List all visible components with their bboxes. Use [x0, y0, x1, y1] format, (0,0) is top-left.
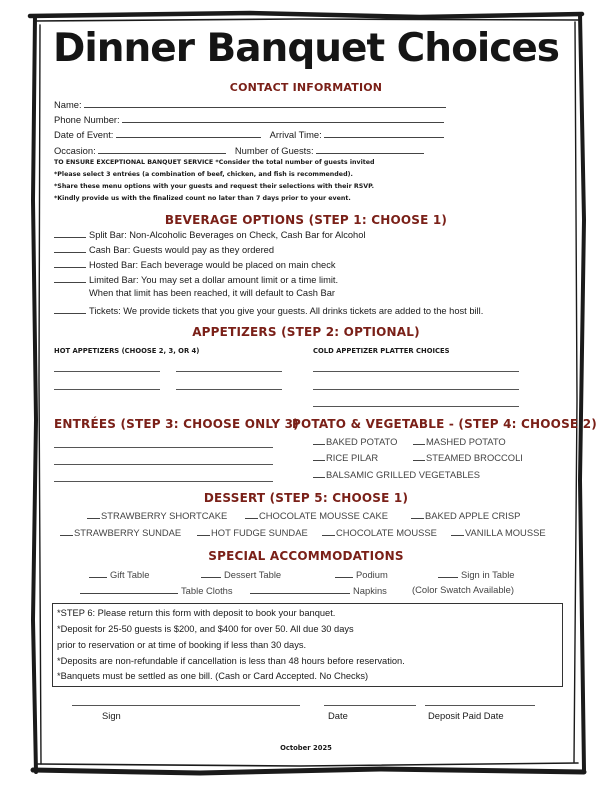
special-check[interactable]	[80, 584, 178, 594]
step6-line: *Deposit for 25-50 guests is $200, and $400 for over 50. All due 30 days	[57, 624, 354, 634]
color-swatch-note: (Color Swatch Available)	[412, 584, 514, 595]
footer-date: October 2025	[280, 744, 332, 752]
hot-appetizer-line[interactable]	[54, 389, 160, 390]
entree-line[interactable]	[54, 481, 273, 482]
guests-label: Number of Guests:	[234, 145, 314, 156]
potato-check[interactable]	[313, 435, 325, 445]
dessert-item: HOT FUDGE SUNDAE	[197, 526, 308, 538]
potato-item: BAKED POTATO	[313, 435, 397, 447]
deposit-line[interactable]	[425, 705, 535, 706]
beverage-check[interactable]	[54, 304, 86, 314]
beverage-option: Tickets: We provide tickets that you give your guests. All drinks tickets are added to the host bill.	[54, 304, 483, 316]
appetizers-heading: APPETIZERS (STEP 2: OPTIONAL)	[192, 325, 420, 339]
potato-check[interactable]	[413, 435, 425, 445]
cold-appetizer-line[interactable]	[313, 406, 519, 407]
dessert-heading: DESSERT (STEP 5: CHOOSE 1)	[203, 491, 409, 505]
beverage-check[interactable]	[54, 273, 86, 283]
step6-box	[52, 603, 563, 687]
arrival-label: Arrival Time:	[269, 129, 322, 140]
entree-line[interactable]	[54, 447, 273, 448]
special-item: Dessert Table	[201, 568, 281, 580]
step6-line: prior to reservation or at time of booking if less than 30 days.	[57, 640, 307, 650]
dessert-check[interactable]	[197, 526, 210, 536]
potato-item: BALSAMIC GRILLED VEGETABLES	[313, 468, 480, 480]
date-label: Date of Event:	[54, 129, 114, 140]
potato-item: MASHED POTATO	[413, 435, 506, 447]
beverage-option: Split Bar: Non-Alcoholic Beverages on Check, Cash Bar for Alcohol	[54, 228, 365, 240]
note-4: *Kindly provide us with the finalized count no later than 7 days prior to your event.	[54, 195, 351, 202]
special-item: Podium	[335, 568, 388, 580]
cold-appetizer-line[interactable]	[313, 389, 519, 390]
dessert-check[interactable]	[411, 509, 424, 519]
entrees-heading: ENTRÉES (STEP 3: CHOOSE ONLY 3)	[54, 417, 299, 431]
potato-check[interactable]	[413, 451, 425, 461]
special-check[interactable]	[438, 568, 458, 578]
beverage-check[interactable]	[54, 258, 86, 268]
step6-line: *STEP 6: Please return this form with deposit to book your banquet.	[57, 608, 336, 618]
dessert-check[interactable]	[245, 509, 258, 519]
beverage-heading: BEVERAGE OPTIONS (STEP 1: CHOOSE 1)	[164, 213, 448, 227]
dessert-check[interactable]	[322, 526, 335, 536]
dessert-item: BAKED APPLE CRISP	[411, 509, 520, 521]
phone-row	[54, 113, 444, 125]
hot-appetizers-label: HOT APPETIZERS (CHOOSE 2, 3, OR 4)	[54, 347, 200, 355]
date-row	[54, 128, 444, 140]
step6-line: *Deposits are non-refundable if cancellation is less than 48 hours before reservation.	[57, 656, 405, 666]
dessert-check[interactable]	[60, 526, 73, 536]
special-check[interactable]	[250, 584, 350, 594]
name-label: Name:	[54, 99, 82, 110]
occasion-field[interactable]	[98, 144, 226, 154]
potato-item: RICE PILAR	[313, 451, 378, 463]
deposit-label: Deposit Paid Date	[428, 710, 504, 721]
dessert-item: CHOCOLATE MOUSSE CAKE	[245, 509, 388, 521]
special-check[interactable]	[201, 568, 221, 578]
step6-line: *Banquets must be settled as one bill. (Cash or Card Accepted. No Checks)	[57, 671, 369, 681]
note-1: TO ENSURE EXCEPTIONAL BANQUET SERVICE *Consider the total number of guests invited	[54, 159, 375, 166]
potato-item: STEAMED BROCCOLI	[413, 451, 523, 463]
special-item: Sign in Table	[438, 568, 515, 580]
beverage-option: Cash Bar: Guests would pay as they ordered	[54, 243, 274, 255]
phone-label: Phone Number:	[54, 114, 120, 125]
dessert-check[interactable]	[451, 526, 464, 536]
date-field[interactable]	[116, 128, 261, 138]
occasion-row	[54, 144, 424, 156]
date-line[interactable]	[324, 705, 416, 706]
contact-heading: CONTACT INFORMATION	[229, 81, 383, 94]
name-field[interactable]	[84, 98, 446, 108]
page-title: Dinner Banquet Choices	[52, 26, 560, 71]
beverage-option: Limited Bar: You may set a dollar amount limit or a time limit.	[54, 273, 338, 285]
cold-appetizers-label: COLD APPETIZER PLATTER CHOICES	[313, 347, 450, 355]
date-sign-label: Date	[328, 710, 348, 721]
potato-check[interactable]	[313, 451, 325, 461]
arrival-field[interactable]	[324, 128, 444, 138]
special-check[interactable]	[335, 568, 353, 578]
hot-appetizer-line[interactable]	[176, 371, 282, 372]
special-check[interactable]	[89, 568, 107, 578]
dessert-item: STRAWBERRY SHORTCAKE	[87, 509, 227, 521]
hot-appetizer-line[interactable]	[54, 371, 160, 372]
entree-line[interactable]	[54, 464, 273, 465]
cold-appetizer-line[interactable]	[313, 371, 519, 372]
sign-label: Sign	[102, 710, 121, 721]
special-item: Table Cloths	[80, 584, 233, 596]
phone-field[interactable]	[122, 113, 444, 123]
beverage-check[interactable]	[54, 228, 86, 238]
beverage-option: Hosted Bar: Each beverage would be placed on main check	[54, 258, 336, 270]
dessert-item: VANILLA MOUSSE	[451, 526, 546, 538]
beverage-option-continued: When that limit has been reached, it will default to Cash Bar	[89, 288, 335, 298]
name-row	[54, 98, 446, 110]
hot-appetizer-line[interactable]	[176, 389, 282, 390]
note-2: *Please select 3 entrées (a combination of beef, chicken, and fish is recommended).	[54, 171, 353, 178]
note-3: *Share these menu options with your guests and request their selections with their RSVP.	[54, 183, 374, 190]
potato-heading: POTATO & VEGETABLE - (STEP 4: CHOOSE 2)	[292, 417, 597, 431]
beverage-check[interactable]	[54, 243, 86, 253]
special-heading: SPECIAL ACCOMMODATIONS	[208, 549, 404, 563]
dessert-item: CHOCOLATE MOUSSE	[322, 526, 437, 538]
sign-line[interactable]	[72, 705, 300, 706]
guests-field[interactable]	[316, 144, 424, 154]
occasion-label: Occasion:	[54, 145, 96, 156]
dessert-item: STRAWBERRY SUNDAE	[60, 526, 181, 538]
potato-check[interactable]	[313, 468, 325, 478]
special-item: Gift Table	[89, 568, 149, 580]
special-item: Napkins	[250, 584, 387, 596]
dessert-check[interactable]	[87, 509, 100, 519]
